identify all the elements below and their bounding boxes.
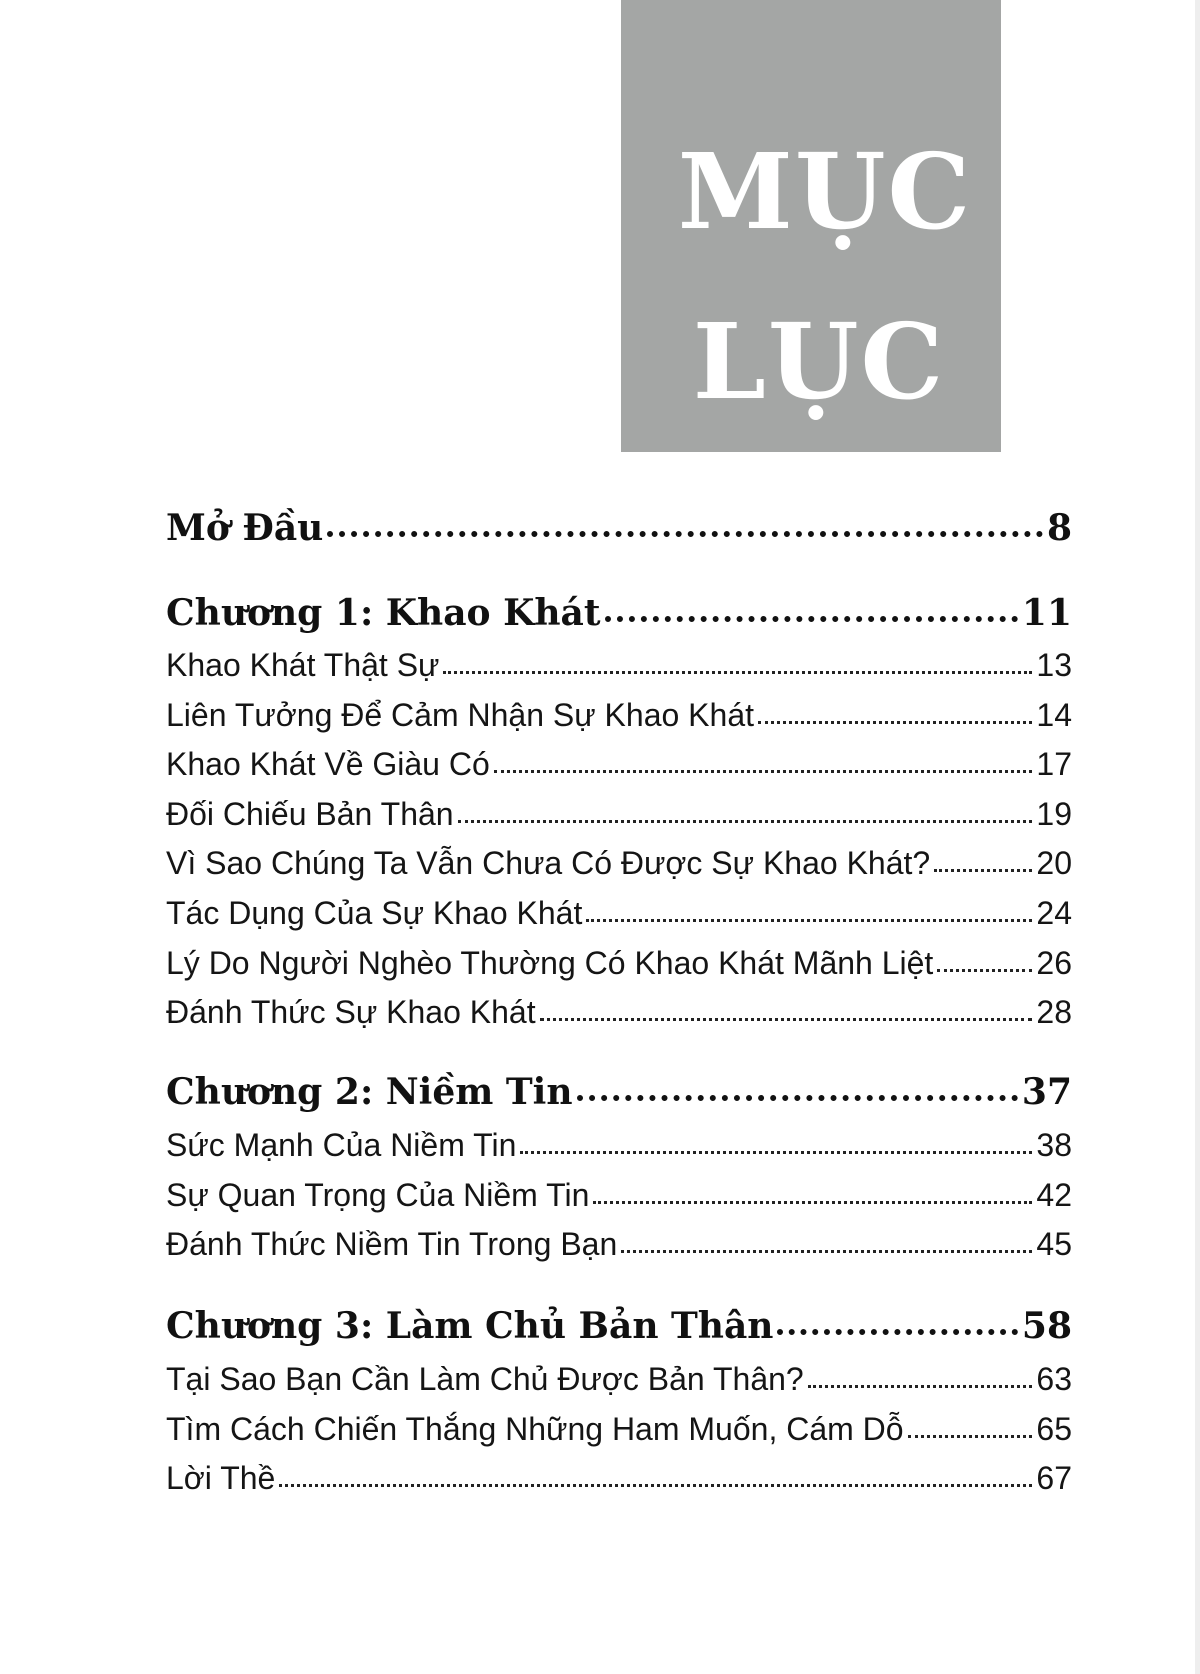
toc-chapter-3[interactable]: [166, 1305, 1072, 1347]
dot-leader: [540, 1018, 1033, 1021]
toc-section-page: 67: [1036, 1460, 1072, 1496]
toc-section-label: Lời Thề: [166, 1460, 276, 1496]
toc-section-label: Đối Chiếu Bản Thân: [166, 796, 454, 832]
toc-section-label: Khao Khát Về Giàu Có: [166, 746, 490, 782]
toc-entry-page: 37: [1021, 1071, 1072, 1113]
toc-section-page: 26: [1036, 945, 1072, 981]
toc-section[interactable]: [166, 1411, 1072, 1448]
toc-section-page: 45: [1036, 1226, 1072, 1262]
dot-leader: [808, 1385, 1033, 1388]
dot-leader: [934, 869, 1032, 872]
toc-section-label: Tại Sao Bạn Cần Làm Chủ Được Bản Thân?: [166, 1361, 804, 1397]
dot-leader: [577, 1095, 1018, 1101]
toc-section-page: 28: [1036, 994, 1072, 1030]
toc-entry-label: Mở Đầu: [166, 507, 324, 549]
toc-section[interactable]: [166, 1177, 1072, 1214]
toc-section-label: Sức Mạnh Của Niềm Tin: [166, 1127, 517, 1163]
toc-entry-label: Chương 1: Khao Khát: [166, 592, 601, 634]
dot-leader: [621, 1250, 1032, 1253]
dot-leader: [605, 616, 1018, 622]
toc-section[interactable]: [166, 796, 1072, 833]
dot-leader: [937, 969, 1032, 972]
dot-leader: [908, 1435, 1033, 1438]
toc-section[interactable]: [166, 1226, 1072, 1263]
dot-leader: [327, 531, 1043, 537]
toc-section-page: 19: [1036, 796, 1072, 832]
toc-section[interactable]: [166, 945, 1072, 982]
toc-section-page: 17: [1036, 746, 1072, 782]
toc-section[interactable]: [166, 1361, 1072, 1398]
toc-section-page: 14: [1036, 697, 1072, 733]
toc-section-page: 65: [1036, 1411, 1072, 1447]
dot-leader: [279, 1484, 1032, 1487]
toc-section[interactable]: [166, 895, 1072, 932]
dot-leader: [458, 820, 1033, 823]
toc-section-label: Vì Sao Chúng Ta Vẫn Chưa Có Được Sự Khao Khát?: [166, 845, 931, 881]
dot-leader: [758, 721, 1032, 724]
toc-section-label: Tác Dụng Của Sự Khao Khát: [166, 895, 583, 931]
toc-section-page: 20: [1036, 845, 1072, 881]
toc-section-label: Tìm Cách Chiến Thắng Những Ham Muốn, Cám Dỗ: [166, 1411, 904, 1447]
dot-leader: [443, 671, 1032, 674]
toc-chapter-2[interactable]: [166, 1071, 1072, 1113]
dot-leader: [520, 1151, 1032, 1154]
dot-leader: [494, 770, 1033, 773]
toc-chapter-1[interactable]: [166, 592, 1072, 634]
dot-leader: [777, 1329, 1017, 1335]
toc-section-label: Lý Do Người Nghèo Thường Có Khao Khát Mãnh Liệt: [166, 945, 934, 981]
toc-entry-intro[interactable]: [166, 507, 1072, 549]
toc-section[interactable]: [166, 647, 1072, 684]
toc-section[interactable]: [166, 746, 1072, 783]
toc-section-page: 63: [1036, 1361, 1072, 1397]
dot-leader: [586, 919, 1032, 922]
dot-leader: [593, 1201, 1032, 1204]
toc-section-label: Khao Khát Thật Sự: [166, 647, 440, 683]
toc-section-label: Liên Tưởng Để Cảm Nhận Sự Khao Khát: [166, 697, 754, 733]
toc-section-label: Đánh Thức Sự Khao Khát: [166, 994, 536, 1030]
toc-section[interactable]: [166, 1127, 1072, 1164]
page-title-line-1: MỤC: [677, 130, 973, 253]
toc-entry-page: 8: [1046, 507, 1072, 549]
toc-section[interactable]: [166, 994, 1072, 1031]
toc-section-page: 38: [1036, 1127, 1072, 1163]
title-block: [621, 0, 1001, 452]
toc-section-label: Sự Quan Trọng Của Niềm Tin: [166, 1177, 590, 1213]
page-edge: [1195, 0, 1200, 1674]
toc-section-page: 42: [1036, 1177, 1072, 1213]
toc-section[interactable]: [166, 1460, 1072, 1497]
toc-entry-label: Chương 2: Niềm Tin: [166, 1071, 573, 1113]
toc-section[interactable]: [166, 697, 1072, 734]
toc-section-page: 13: [1036, 647, 1072, 683]
toc-entry-page: 11: [1021, 592, 1072, 634]
toc-entry-page: 58: [1021, 1305, 1072, 1347]
toc-section-label: Đánh Thức Niềm Tin Trong Bạn: [166, 1226, 618, 1262]
toc-section[interactable]: [166, 845, 1072, 882]
toc-section-page: 24: [1036, 895, 1072, 931]
toc-entry-label: Chương 3: Làm Chủ Bản Thân: [166, 1305, 774, 1347]
page-title-line-2: LỤC: [692, 300, 946, 423]
